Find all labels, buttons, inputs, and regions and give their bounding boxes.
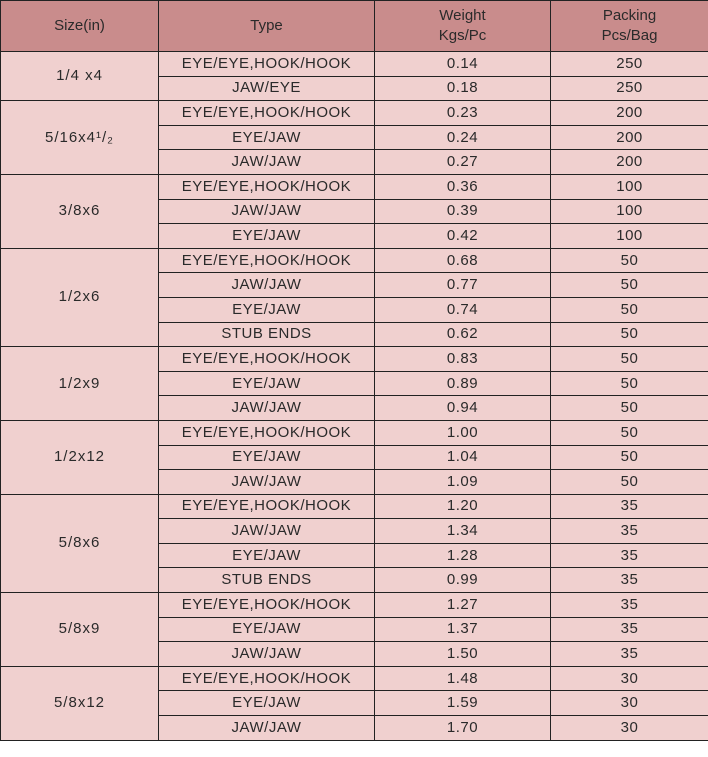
weight-cell: 1.00 — [375, 420, 551, 445]
weight-cell: 0.62 — [375, 322, 551, 347]
packing-cell: 35 — [551, 593, 708, 618]
type-cell: EYE/JAW — [159, 297, 375, 322]
size-cell: 1/2x9 — [1, 347, 159, 421]
weight-cell: 1.37 — [375, 617, 551, 642]
weight-cell: 1.50 — [375, 642, 551, 667]
table-header — [1, 1, 708, 52]
header-weight-line1: Weight — [439, 7, 486, 24]
type-cell: JAW/JAW — [159, 470, 375, 495]
table-row — [1, 593, 708, 618]
weight-cell: 0.74 — [375, 297, 551, 322]
type-cell: EYE/EYE,HOOK/HOOK — [159, 248, 375, 273]
packing-cell: 35 — [551, 568, 708, 593]
type-cell: EYE/EYE,HOOK/HOOK — [159, 52, 375, 77]
type-cell: STUB ENDS — [159, 568, 375, 593]
size-cell: 1/4 x4 — [1, 52, 159, 101]
type-cell: JAW/JAW — [159, 642, 375, 667]
packing-cell: 50 — [551, 273, 708, 298]
weight-cell: 0.83 — [375, 347, 551, 372]
type-cell: EYE/JAW — [159, 125, 375, 150]
size-cell: 1/2x12 — [1, 420, 159, 494]
table-row — [1, 52, 708, 77]
table-row — [1, 666, 708, 691]
type-cell: EYE/JAW — [159, 617, 375, 642]
packing-cell: 50 — [551, 371, 708, 396]
size-cell: 5/8x9 — [1, 593, 159, 667]
weight-cell: 0.99 — [375, 568, 551, 593]
weight-cell: 1.04 — [375, 445, 551, 470]
header-packing-line2: Pcs/Bag — [601, 27, 658, 44]
header-weight — [375, 1, 551, 52]
header-type: Type — [159, 1, 375, 52]
type-cell: JAW/JAW — [159, 716, 375, 741]
size-cell: 3/8x6 — [1, 174, 159, 248]
weight-cell: 0.94 — [375, 396, 551, 421]
header-packing — [551, 1, 708, 52]
packing-cell: 30 — [551, 666, 708, 691]
packing-cell: 35 — [551, 617, 708, 642]
packing-cell: 50 — [551, 347, 708, 372]
type-cell: EYE/EYE,HOOK/HOOK — [159, 593, 375, 618]
weight-cell: 1.34 — [375, 519, 551, 544]
header-row — [1, 1, 708, 52]
type-cell: EYE/JAW — [159, 445, 375, 470]
type-cell: JAW/JAW — [159, 273, 375, 298]
weight-cell: 0.14 — [375, 52, 551, 77]
weight-cell: 0.68 — [375, 248, 551, 273]
packing-cell: 100 — [551, 224, 708, 249]
table-row — [1, 347, 708, 372]
table-body — [1, 52, 708, 741]
packing-cell: 35 — [551, 519, 708, 544]
weight-cell: 1.20 — [375, 494, 551, 519]
type-cell: EYE/JAW — [159, 543, 375, 568]
packing-cell: 30 — [551, 716, 708, 741]
packing-cell: 200 — [551, 101, 708, 126]
table-row — [1, 248, 708, 273]
packing-cell: 50 — [551, 248, 708, 273]
weight-cell: 0.27 — [375, 150, 551, 175]
table-row — [1, 101, 708, 126]
table-row — [1, 420, 708, 445]
header-size: Size(in) — [1, 1, 159, 52]
packing-cell: 50 — [551, 445, 708, 470]
weight-cell: 1.48 — [375, 666, 551, 691]
weight-cell: 0.24 — [375, 125, 551, 150]
packing-cell: 50 — [551, 396, 708, 421]
weight-cell: 0.89 — [375, 371, 551, 396]
weight-cell: 1.59 — [375, 691, 551, 716]
table-row — [1, 174, 708, 199]
type-cell: JAW/JAW — [159, 150, 375, 175]
packing-cell: 50 — [551, 470, 708, 495]
packing-cell: 50 — [551, 297, 708, 322]
type-cell: STUB ENDS — [159, 322, 375, 347]
packing-cell: 200 — [551, 150, 708, 175]
size-cell: 5/8x6 — [1, 494, 159, 592]
packing-cell: 30 — [551, 691, 708, 716]
packing-cell: 35 — [551, 642, 708, 667]
packing-cell: 250 — [551, 52, 708, 77]
weight-cell: 0.18 — [375, 76, 551, 101]
type-cell: EYE/EYE,HOOK/HOOK — [159, 174, 375, 199]
header-packing-line1: Packing — [602, 7, 657, 24]
weight-cell: 1.27 — [375, 593, 551, 618]
packing-cell: 200 — [551, 125, 708, 150]
packing-cell: 50 — [551, 420, 708, 445]
size-cell: 5/16x4¹/₂ — [1, 101, 159, 175]
weight-cell: 1.70 — [375, 716, 551, 741]
header-weight-line2: Kgs/Pc — [438, 27, 487, 44]
type-cell: EYE/JAW — [159, 691, 375, 716]
weight-cell: 0.77 — [375, 273, 551, 298]
weight-cell: 0.42 — [375, 224, 551, 249]
type-cell: JAW/JAW — [159, 519, 375, 544]
type-cell: JAW/JAW — [159, 396, 375, 421]
table-row — [1, 494, 708, 519]
size-cell: 1/2x6 — [1, 248, 159, 346]
packing-cell: 50 — [551, 322, 708, 347]
type-cell: EYE/EYE,HOOK/HOOK — [159, 347, 375, 372]
type-cell: EYE/JAW — [159, 224, 375, 249]
weight-cell: 1.28 — [375, 543, 551, 568]
type-cell: EYE/EYE,HOOK/HOOK — [159, 420, 375, 445]
weight-cell: 1.09 — [375, 470, 551, 495]
type-cell: EYE/JAW — [159, 371, 375, 396]
weight-cell: 0.23 — [375, 101, 551, 126]
type-cell: EYE/EYE,HOOK/HOOK — [159, 666, 375, 691]
packing-cell: 35 — [551, 543, 708, 568]
type-cell: JAW/EYE — [159, 76, 375, 101]
packing-cell: 35 — [551, 494, 708, 519]
type-cell: JAW/JAW — [159, 199, 375, 224]
type-cell: EYE/EYE,HOOK/HOOK — [159, 494, 375, 519]
type-cell: EYE/EYE,HOOK/HOOK — [159, 101, 375, 126]
packing-cell: 100 — [551, 199, 708, 224]
packing-cell: 100 — [551, 174, 708, 199]
size-cell: 5/8x12 — [1, 666, 159, 740]
weight-cell: 0.36 — [375, 174, 551, 199]
weight-cell: 0.39 — [375, 199, 551, 224]
packing-cell: 250 — [551, 76, 708, 101]
